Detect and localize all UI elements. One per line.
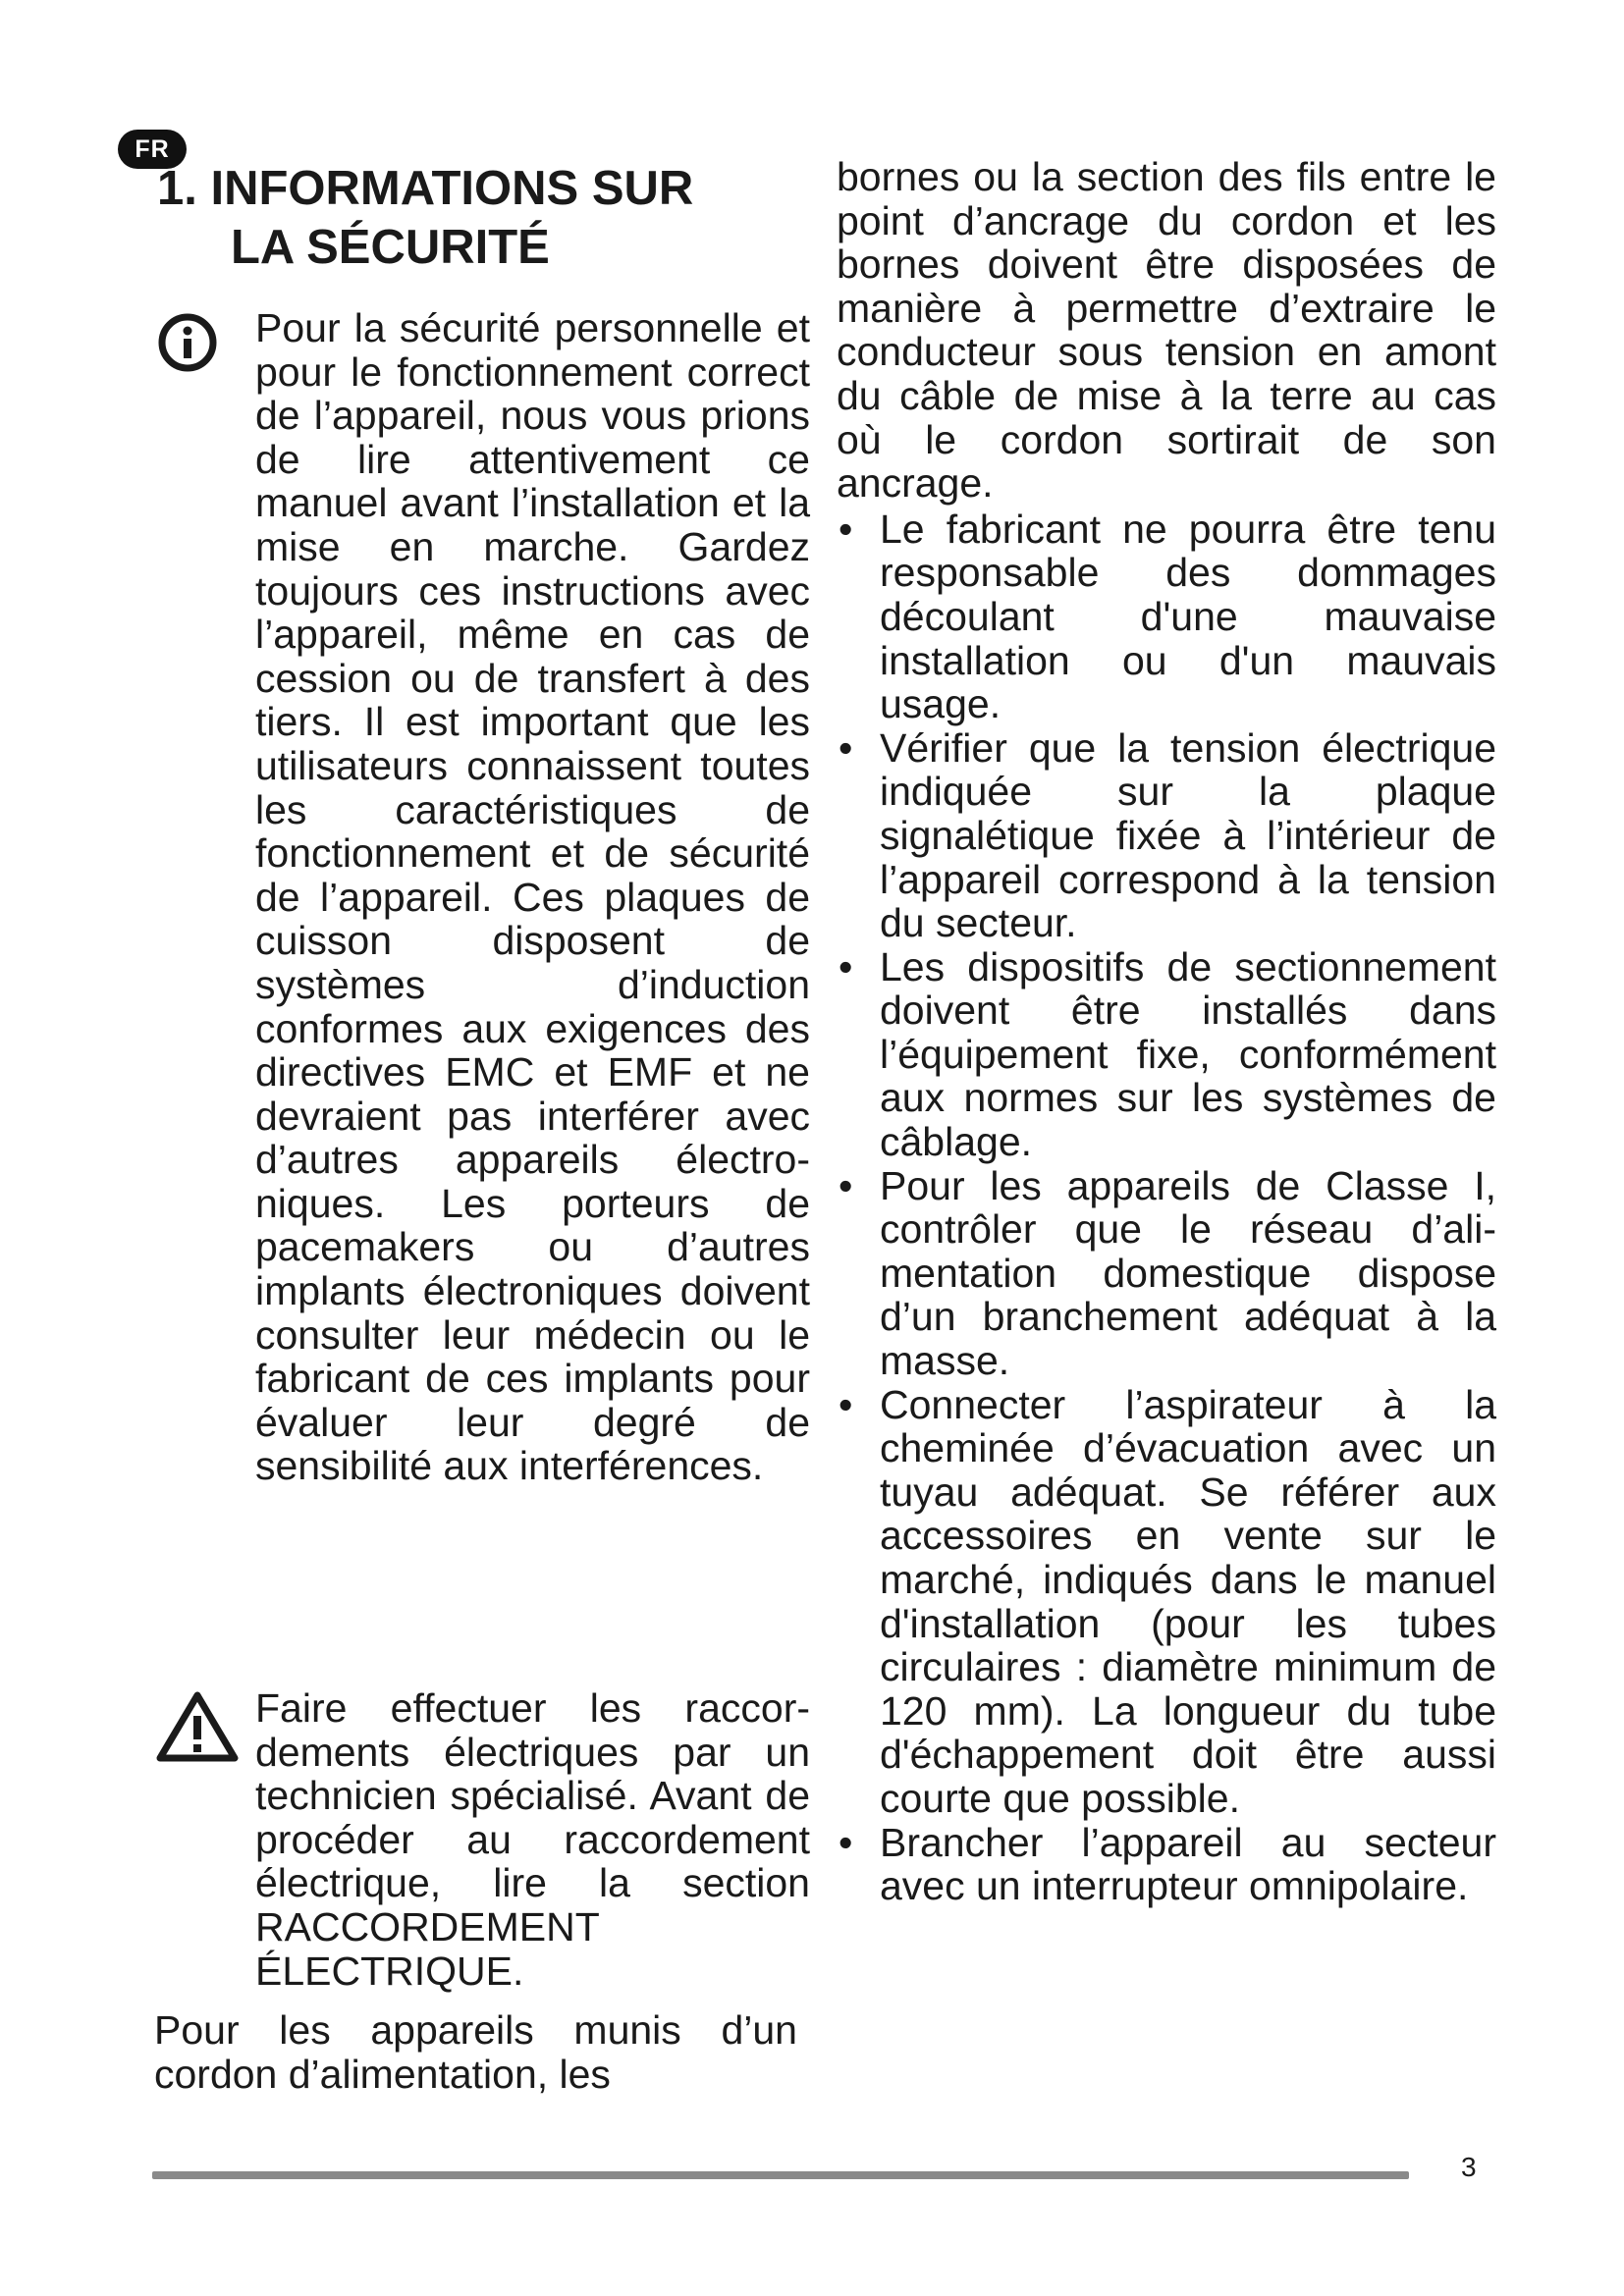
info-note: [157, 306, 810, 1488]
list-item-text: Connecter l’aspirateur à la cheminée d’évacuation avec un tuyau adéquat. Se référer aux accessoires en vente sur le marché, indiqués dans le manuel d'installation (pour les tubes circulaires : diamètre minimum de 120 mm). La longueur du tube d'échappement doit être aussi courte que possible.: [880, 1381, 1496, 1821]
info-icon: [157, 312, 218, 378]
list-item: [837, 507, 1496, 726]
warning-note: [157, 1686, 810, 1993]
list-item: [837, 726, 1496, 945]
section-heading-line1: 1. INFORMATIONS SUR: [157, 162, 694, 215]
bullet-marker: •: [839, 1381, 853, 1427]
right-column: [837, 155, 1496, 1908]
warning-triangle-icon: [155, 1690, 240, 1768]
list-item: [837, 1164, 1496, 1383]
list-item: [837, 1383, 1496, 1821]
list-item-text: Pour les appareils de Classe I, contrôler que le réseau d’alimentation domestique dispose d’un branchement adéquat à la masse.: [880, 1162, 1496, 1384]
bullet-marker: •: [839, 1162, 853, 1208]
list-item-text: Vérifier que la tension électrique indiquée sur la plaque signalétique fixée à l’intérieur de l’appareil correspond à la tension du secteur.: [880, 724, 1496, 946]
footer-rule: [152, 2171, 1409, 2179]
list-item-text: Le fabricant ne pourra être tenu responsable des dommages découlant d'une mauvaise installation ou d'un mauvais usage.: [880, 506, 1496, 727]
list-item-text: Les dispositifs de sectionnement doivent être installés dans l’équipement fixe, conformément aux normes sur les systèmes de câblage.: [880, 943, 1496, 1165]
cord-paragraph-end-text: bornes ou la section des fils entre le point d’ancrage du cordon et les bornes doivent être disposées de manière à permettre d’extraire le conducteur sous tension en amont du câble de mise à la terre au cas où le cordon sortirait de son ancrage.: [837, 154, 1496, 507]
section-heading-line2: LA SÉCURITÉ: [231, 221, 550, 274]
bullet-marker: •: [839, 506, 853, 552]
cord-paragraph-start: [154, 2008, 797, 2096]
list-item-text: Brancher l’appareil au secteur avec un interrupteur omnipolaire.: [880, 1819, 1496, 1909]
list-item: [837, 945, 1496, 1164]
bullet-marker: •: [839, 943, 853, 989]
page-number: 3: [1461, 2152, 1477, 2182]
list-item: [837, 1821, 1496, 1908]
language-badge: FR: [118, 130, 187, 169]
info-note-text: Pour la sécurité personnelle et pour le fonctionnement correct de l’appareil, nous vous prions de lire attentivement ce manuel avant l’installation et la mise en marche. Gardez toujours ces instructions avec l’appareil, même en cas de cession ou de transfert à des tiers. Il est important que les utilisateurs connaissent toutes les caractéristiques de fonctionnement et de sécurité de l’appareil. Ces plaques de cuisson disposent de systèmes d’induction conformes aux exigences des directives EMC et EMF et ne devraient pas interférer avec d’autres appareils électroniques. Les porteurs de pacemakers ou d’autres implants électroniques doivent consulter leur médecin ou le fabricant de ces implants pour évaluer leur degré de sensibilité aux interférences.: [255, 305, 810, 1489]
section-heading: [157, 159, 693, 277]
bullet-marker: •: [839, 1819, 853, 1865]
cord-paragraph-start-text: Pour les appareils munis d’un cordon d’alimentation, les: [154, 2007, 797, 2097]
warning-note-text: Faire effectuer les raccordements électriques par un technicien spécialisé. Avant de procéder au raccordement électrique, lire la section RACCORDEMENT ÉLECTRIQUE.: [255, 1685, 810, 1994]
safety-bullet-list: [837, 507, 1496, 1908]
bullet-marker: •: [839, 724, 853, 771]
